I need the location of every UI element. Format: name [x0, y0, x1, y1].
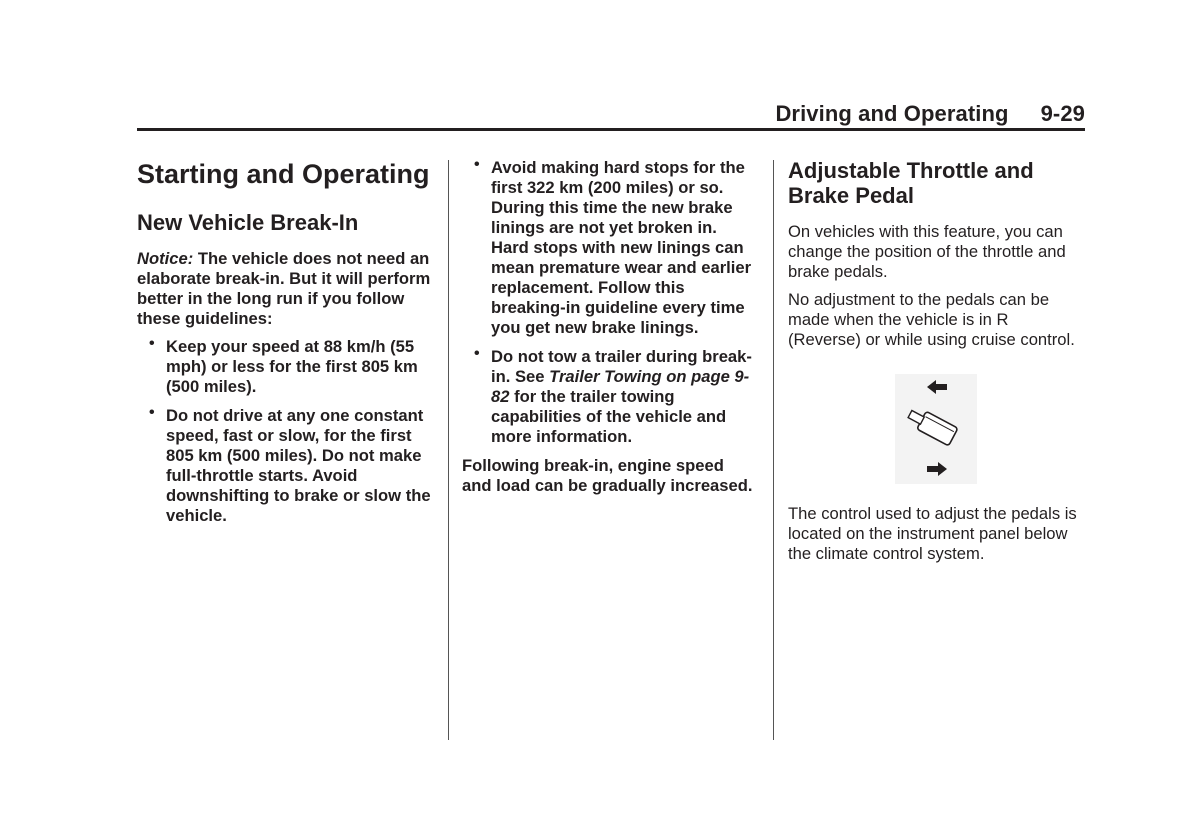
column-3	[788, 158, 1083, 564]
pedal-control-location-paragraph: The control used to adjust the pedals is located on the instrument panel below the climate control system.	[788, 504, 1077, 563]
pedal-intro-paragraph: On vehicles with this feature, you can change the position of the throttle and brake pedals.	[788, 222, 1066, 281]
bullet-icon: •	[474, 345, 480, 362]
bullet-icon: •	[149, 404, 155, 421]
section-title-break-in: New Vehicle Break-In	[137, 210, 359, 235]
bullet-icon: •	[149, 335, 155, 352]
header-rule	[137, 128, 1085, 131]
page-number: 9-29	[1040, 101, 1085, 126]
list-item: • Do not drive at any one constant speed, fast or slow, for the first 805 km (500 miles). Do not make full-throttle starts. Avoid downshifting to brake or slow the vehicle.	[149, 404, 431, 525]
pedal-restriction-paragraph: No adjustment to the pedals can be made when the vehicle is in R (Reverse) or while using cruise control.	[788, 290, 1075, 349]
column-1	[137, 158, 432, 535]
column-2	[462, 158, 757, 496]
column-divider-1	[448, 160, 449, 740]
adjustable-pedal-icon	[895, 374, 977, 484]
notice-label: Notice:	[137, 249, 194, 268]
trailer-towing-link[interactable]: Trailer Towing on page 9-82	[491, 367, 750, 406]
running-header	[775, 101, 1085, 127]
notice-paragraph	[137, 249, 432, 329]
closing-paragraph: Following break-in, engine speed and load can be gradually increased.	[462, 456, 753, 495]
bullet-icon: •	[474, 156, 480, 173]
chapter-title: Starting and Operating	[137, 159, 430, 189]
column-divider-2	[773, 160, 774, 740]
break-in-list-1	[137, 337, 432, 526]
list-item: • Keep your speed at 88 km/h (55 mph) or less for the first 805 km (500 miles).	[149, 335, 418, 396]
header-section-title: Driving and Operating	[775, 101, 1009, 126]
section-title-adjustable-pedal: Adjustable Throttle and Brake Pedal	[788, 158, 1034, 208]
list-item: • Avoid making hard stops for the first 322 km (200 miles) or so. During this time the new brake linings are not yet broken in. Hard stops with new linings can mean premature wear and earlier replacement. Follow this breaking-in guideline every time you get new brake linings.	[474, 156, 752, 337]
notice-text: The vehicle does not need an elaborate break-in. But it will perform better in the long run if you follow these guidelines:	[137, 249, 431, 328]
break-in-list-2	[462, 158, 757, 447]
list-item: • Do not tow a trailer during break-in. See Trailer Towing on page 9-82 for the trailer towing capabilities of the vehicle and more information.	[474, 345, 752, 446]
